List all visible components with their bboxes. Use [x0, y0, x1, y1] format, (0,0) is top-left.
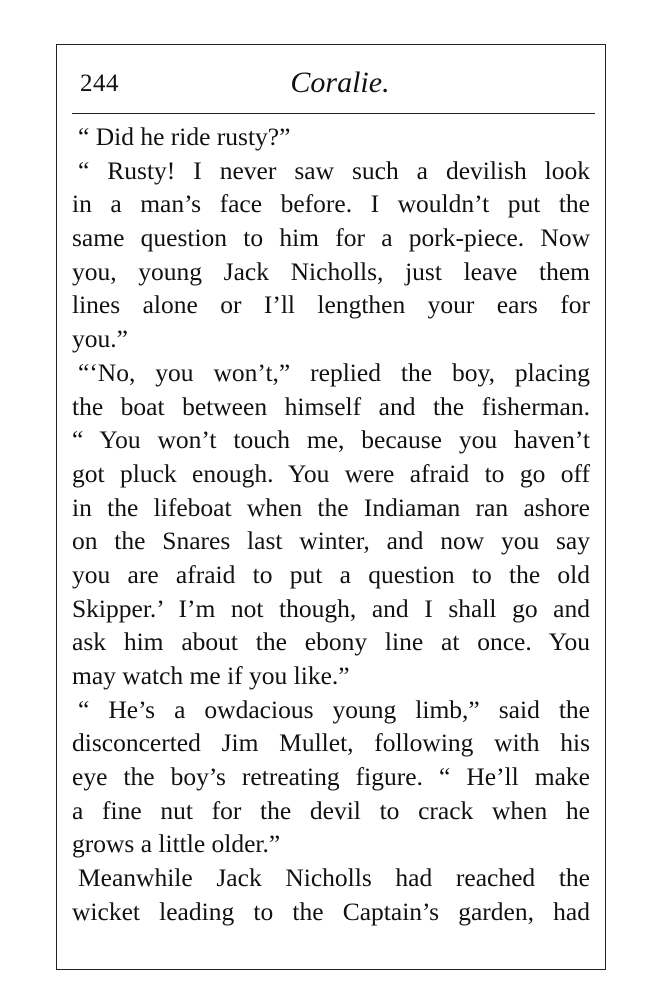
- text-line: on the Snares last winter, and now you say: [72, 526, 590, 556]
- text-line: “ Did he ride rusty?”: [78, 122, 291, 151]
- text-line: may watch me if you like.”: [72, 661, 350, 690]
- text-line: Meanwhile Jack Nicholls had reached the: [78, 863, 590, 893]
- text-line: “ You won’t touch me, because you haven’t: [72, 425, 590, 455]
- text-line: in a man’s face before. I wouldn’t put the: [72, 189, 590, 219]
- running-head: [80, 66, 600, 106]
- text-line: disconcerted Jim Mullet, following with his: [72, 728, 590, 758]
- text-line: same question to him for a pork-piece. Now: [72, 223, 590, 253]
- text-line: ask him about the ebony line at once. You: [72, 627, 590, 657]
- text-line: Skipper.’ I’m not though, and I shall go and: [72, 593, 590, 623]
- text-line: in the lifeboat when the Indiaman ran ashore: [72, 492, 590, 522]
- text-line: “‘No, you won’t,” replied the boy, placing: [78, 357, 590, 387]
- text-line: you, young Jack Nicholls, just leave them: [72, 256, 590, 286]
- text-line: a fine nut for the devil to crack when he: [72, 795, 590, 825]
- text-line: the boat between himself and the fisherman.: [72, 391, 590, 421]
- text-line: lines alone or I’ll lengthen your ears for: [72, 290, 590, 320]
- body-text: [72, 120, 590, 929]
- page-number: 244: [80, 70, 119, 97]
- text-line: wicket leading to the Captain’s garden, had: [72, 896, 590, 926]
- text-line: grows a little older.”: [72, 829, 281, 859]
- text-line: eye the boy’s retreating figure. “ He’ll make: [72, 762, 590, 792]
- text-line: got pluck enough. You were afraid to go off: [72, 458, 590, 488]
- text-line: “ He’s a owdacious young limb,” said the: [78, 694, 590, 724]
- running-title: Coralie.: [290, 66, 390, 99]
- text-line: you are afraid to put a question to the old: [72, 559, 590, 589]
- text-line: “ Rusty! I never saw such a devilish look: [78, 155, 590, 185]
- header-rule: [72, 113, 595, 114]
- text-line: you.”: [72, 324, 128, 354]
